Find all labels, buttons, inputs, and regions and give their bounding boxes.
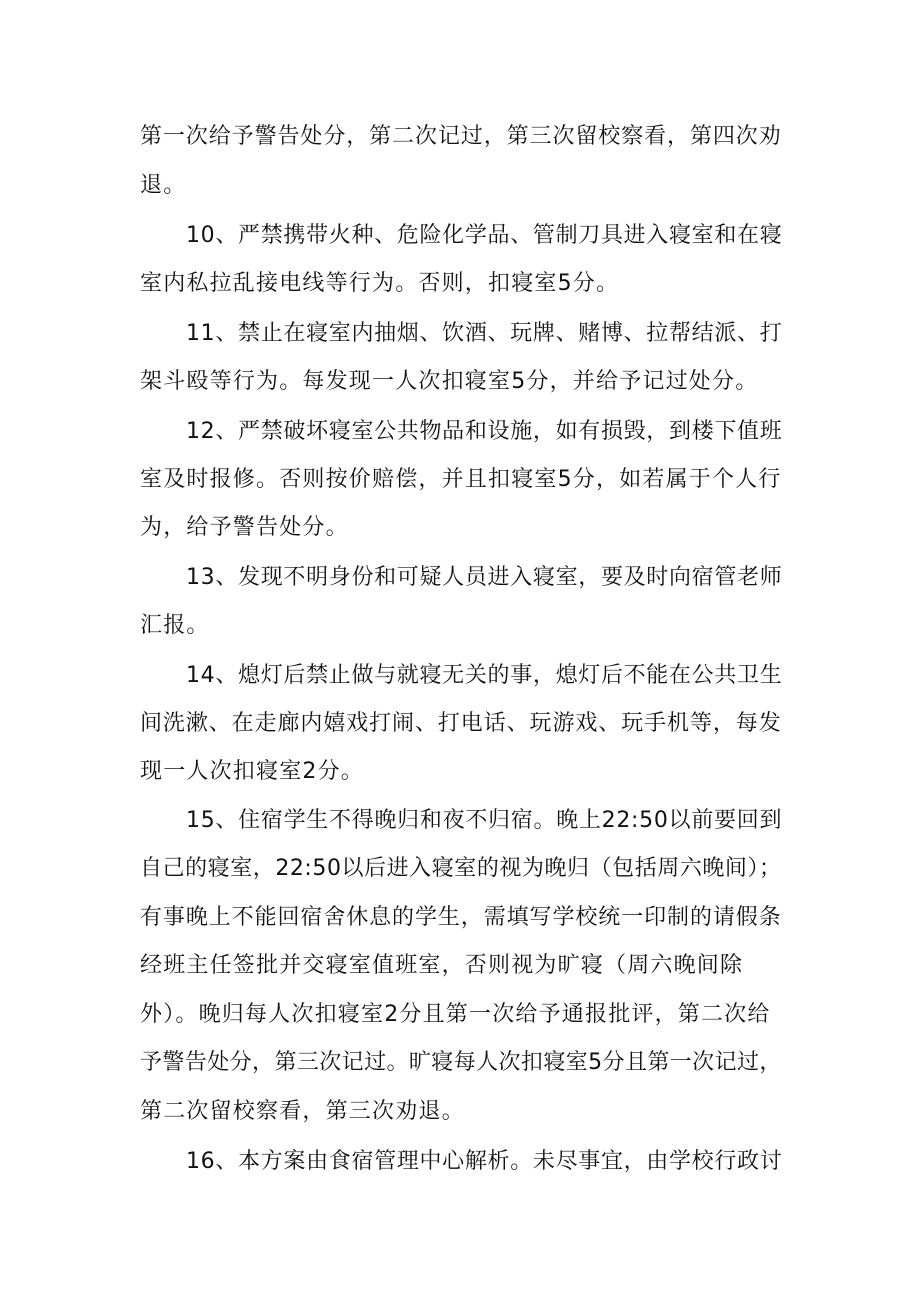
- text-line: 自己的寝室，22:50以后进入寝室的视为晚归（包括周六晚间）；: [140, 856, 782, 881]
- text-line: 间洗漱、在走廊内嬉戏打闹、打电话、玩游戏、玩手机等，每发: [140, 711, 782, 736]
- text-line: 汇报。: [140, 613, 210, 638]
- text-line: 13、发现不明身份和可疑人员进入寝室，要及时向宿管老师: [186, 565, 783, 590]
- text-line: 退。: [140, 173, 187, 198]
- text-line: 有事晚上不能回宿舍休息的学生，需填写学校统一印制的请假条: [140, 905, 782, 930]
- text-line: 15、住宿学生不得晚归和夜不归宿。晚上22:50以前要回到: [186, 808, 783, 833]
- text-line: 第二次留校察看，第三次劝退。: [140, 1099, 465, 1124]
- text-line: 12、严禁破坏寝室公共物品和设施，如有损毁，到楼下值班: [186, 419, 783, 444]
- text-line: 为，给予警告处分。: [140, 515, 349, 540]
- text-line: 14、熄灯后禁止做与就寝无关的事，熄灯后不能在公共卫生: [186, 663, 783, 688]
- text-line: 11、禁止在寝室内抽烟、饮酒、玩牌、赌博、拉帮结派、打: [186, 321, 783, 346]
- text-line: 现一人次扣寝室2分。: [140, 759, 364, 784]
- text-line: 予警告处分，第三次记过。旷寝每人次扣寝室5分且第一次记过，: [140, 1050, 782, 1075]
- text-line: 室内私拉乱接电线等行为。否则，扣寝室5分。: [140, 271, 620, 296]
- text-line: 10、严禁携带火种、危险化学品、管制刀具进入寝室和在寝: [186, 223, 783, 248]
- text-line: 室及时报修。否则按价赔偿，并且扣寝室5分，如若属于个人行: [140, 467, 782, 492]
- text-line: 外）。晚归每人次扣寝室2分且第一次给予通报批评，第二次给: [140, 1002, 771, 1027]
- text-line: 第一次给予警告处分，第二次记过，第三次留校察看，第四次劝: [140, 124, 782, 149]
- text-line: 架斗殴等行为。每发现一人次扣寝室5分，并给予记过处分。: [140, 369, 759, 394]
- text-line: 经班主任签批并交寝室值班室，否则视为旷寝（周六晚间除: [140, 953, 744, 978]
- text-line: 16、本方案由食宿管理中心解析。未尽事宜，由学校行政讨: [186, 1149, 783, 1174]
